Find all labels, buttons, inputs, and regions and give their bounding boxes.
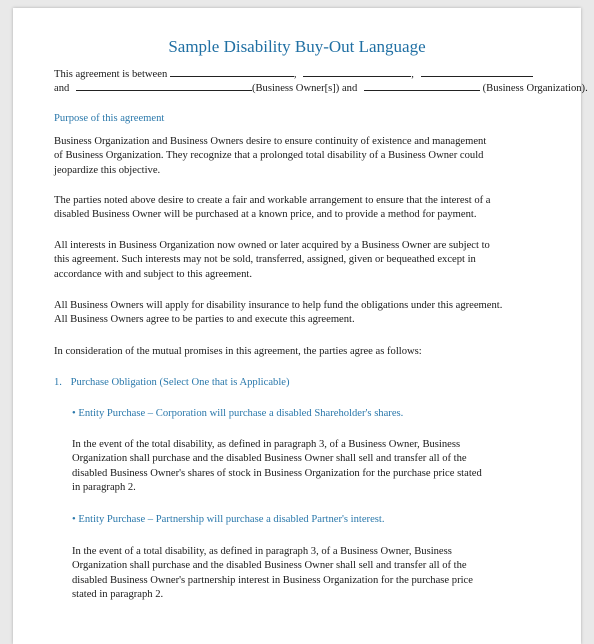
option-partnership-text: [72, 545, 572, 602]
party-blank-1: [170, 66, 294, 77]
paragraph-line: accordance with and subject to this agreement.: [54, 268, 252, 280]
paragraph-line: Organization shall purchase and the disabled Business Owner shall sell and transfer all of the: [72, 560, 467, 572]
paragraph-interests: [54, 239, 554, 282]
purpose-heading: Purpose of this agreement: [54, 113, 165, 124]
party-blank-3: [421, 66, 533, 77]
section-1-heading: [54, 376, 290, 390]
paragraph-line: Business Organization and Business Owners desire to ensure continuity of existence and management: [54, 136, 487, 147]
comma-1: ,: [293, 69, 297, 80]
agreement-between-label: This agreement is between: [54, 69, 168, 80]
agreement-org-line: [54, 80, 588, 96]
paragraph-line: The parties noted above desire to create a fair and workable arrangement to ensure that the interest of a: [54, 195, 491, 206]
paragraph-line: disabled Business Owner will be purchased at a known price, and to provide a method for payment.: [54, 209, 477, 221]
paragraph-consideration: [54, 345, 554, 359]
organization-blank: [364, 80, 480, 91]
bullet: •: [72, 408, 76, 419]
paragraph-line: All interests in Business Organization now owned or later acquired by a Business Owner are subject to: [54, 240, 490, 251]
business-owners-label: (Business Owner[s]) and: [251, 83, 358, 94]
paragraph-line: this agreement. Such interests may not be sold, transferred, assigned, given or bequeathed except in: [54, 254, 476, 266]
business-organization-label: (Business Organization).: [482, 83, 588, 94]
paragraph-continuity: [54, 135, 554, 178]
paragraph-line: jeopardize this objective.: [54, 164, 161, 176]
document-title: Sample Disability Buy-Out Language: [168, 37, 426, 56]
section-title: Purchase Obligation (Select One that is Applicable): [70, 377, 290, 388]
paragraph-line: In consideration of the mutual promises in this agreement, the parties agree as follows:: [54, 346, 422, 357]
paragraph-line: All Business Owners will apply for disability insurance to help fund the obligations under this agreement.: [54, 300, 503, 311]
paragraph-line: stated in paragraph 2.: [72, 588, 164, 600]
and-label: and: [54, 83, 70, 94]
paragraph-line: In the event of a total disability, as defined in paragraph 3, of a Business Owner, Business: [72, 546, 452, 557]
paragraph-line: In the event of the total disability, as defined in paragraph 3, of a Business Owner, Business: [72, 439, 461, 450]
comma-2: ,: [411, 69, 414, 80]
option-partnership-label: [72, 513, 384, 527]
paragraph-arrangement: [54, 194, 554, 223]
paragraph-line: in paragraph 2.: [72, 481, 136, 493]
bullet: •: [72, 514, 76, 525]
section-number: 1.: [54, 377, 62, 388]
party-blank-2: [303, 66, 411, 77]
paragraph-line: All Business Owners agree to be parties to and execute this agreement.: [54, 314, 355, 326]
paragraph-line: disabled Business Owner's partnership interest in Business Organization for the purchase price: [72, 574, 473, 586]
option-label: Entity Purchase – Corporation will purchase a disabled Shareholder's shares.: [78, 408, 404, 419]
option-label: Entity Purchase – Partnership will purchase a disabled Partner's interest.: [78, 514, 385, 525]
option-corporation-label: [72, 407, 403, 421]
paragraph-line: Organization shall purchase and the disabled Business Owner shall sell and transfer all of the: [72, 453, 467, 465]
paragraph-line: of Business Organization. They recognize that a prolonged total disability of a Business Owner could: [54, 150, 484, 162]
option-corporation-text: [72, 438, 572, 495]
paragraph-line: disabled Business Owner's shares of stock in Business Organization for the purchase price stated: [72, 467, 482, 479]
owner-blank: [76, 80, 252, 91]
document-page: [13, 8, 588, 644]
paragraph-insurance: [54, 299, 554, 328]
